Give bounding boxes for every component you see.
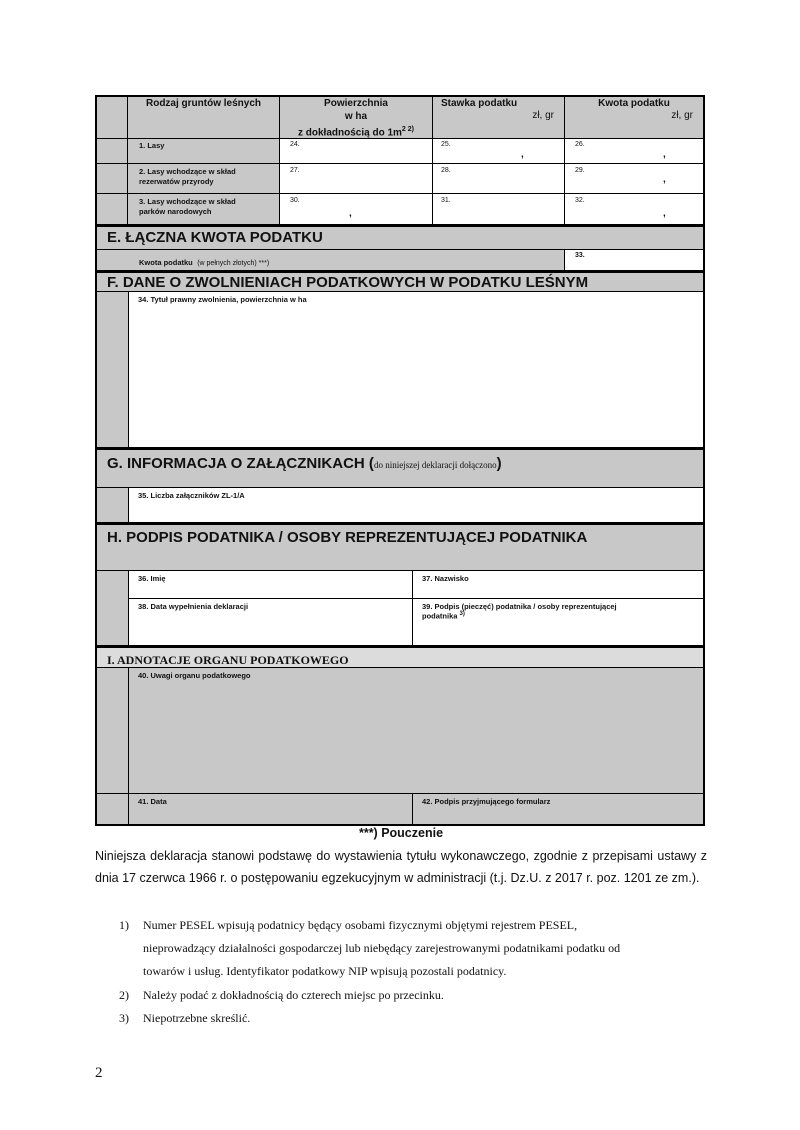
page-number: 2 [95,1065,103,1081]
section-f-title: F. DANE O ZWOLNIENIACH PODATKOWYCH W PODATKU LEŚNYM [97,270,703,291]
row-label-parki: 3. Lasy wchodzące w skład parków narodowych [128,193,280,224]
field-29[interactable]: 29. , [565,163,703,193]
field-34[interactable]: 34. Tytuł prawny zwolnienia, powierzchnia w ha [128,291,703,447]
row-gutter [97,97,128,138]
field-42-podpis: 42. Podpis przyjmującego formularz [413,793,703,824]
field-39-podpis[interactable]: 39. Podpis (pieczęć) podatnika / osoby reprezentującej podatnika $^{3)}$ [413,598,703,645]
pouczenie-title: ***) Pouczenie [358,826,444,840]
header-stawka: Stawka podatku zł, gr [433,97,565,138]
row-gutter [97,163,128,193]
row-label-rezerwaty: 2. Lasy wchodzące w skład rezerwatów przyrody [128,163,280,193]
field-38-data[interactable]: 38. Data wypełnienia deklaracji [128,598,413,645]
row-gutter [97,249,128,270]
header-rodzaj: Rodzaj gruntów leśnych [128,97,280,138]
row-gutter [97,193,128,224]
footnote-2: 2) Należy podać z dokładnością do czterech miejsc po przecinku. [119,988,444,1002]
field-35[interactable]: 35. Liczba załączników ZL-1/A [128,487,703,522]
section-e-title: E. ŁĄCZNA KWOTA PODATKU [97,224,703,249]
row-label-lasy: 1. Lasy [128,138,280,163]
field-36-imie[interactable]: 36. Imię [128,570,413,598]
field-26[interactable]: 26. , [565,138,703,163]
row-gutter [97,291,128,447]
header-kwota: Kwota podatku zł, gr [565,97,703,138]
row-gutter [97,570,128,645]
section-i-title: I. ADNOTACJE ORGANU PODATKOWEGO [97,645,703,667]
pouczenie-text: Niniejsza deklaracja stanowi podstawę do wystawienia tytułu wykonawczego, zgodnie z przepisami ustawy z dnia 17 czerwca 1966 r. o postępowaniu egzekucyjnym w administracji (t.j. Dz.U. z 2017 r. poz. 1201 ze zm.). [95,849,707,885]
field-37-nazwisko[interactable]: 37. Nazwisko [413,570,703,598]
row-gutter [97,487,128,522]
row-gutter [97,667,128,793]
field-28[interactable]: 28. [433,163,565,193]
row-gutter [97,138,128,163]
field-32[interactable]: 32. , [565,193,703,224]
field-31[interactable]: 31. [433,193,565,224]
footnote-3: 3) Niepotrzebne skreślić. [119,1011,251,1025]
declaration-form [95,95,705,826]
kwota-podatku-label: Kwota podatku (w pełnych złotych) ***) [128,249,565,270]
field-30[interactable]: 30. , [280,193,433,224]
field-25[interactable]: 25. , [433,138,565,163]
row-gutter [97,793,128,824]
section-g-title: G. INFORMACJA O ZAŁĄCZNIKACH (do niniejszej deklaracji dołączono) [97,447,703,487]
footnote-1: 1) Numer PESEL wpisują podatnicy będący osobami fizycznymi objętymi rejestrem PESEL, nieprowadzący działalności gospodarczej lub niebędący zarejestrowanymi podatnikami podatku od towarów i usług. Identyfikator podatkowy NIP wpisują pozostali podatnicy. [119,918,621,978]
section-h-title: H. PODPIS PODATNIKA / OSOBY REPREZENTUJĄCEJ PODATNIKA [97,522,703,570]
field-24[interactable]: 24. [280,138,433,163]
field-33[interactable]: 33. [565,249,703,270]
header-powierzchnia: Powierzchnia w ha z dokładnością do $1m^{2 2)}$ [280,97,433,138]
field-27[interactable]: 27. [280,163,433,193]
field-40-uwagi: 40. Uwagi organu podatkowego [128,667,703,793]
field-41-data: 41. Data [128,793,413,824]
